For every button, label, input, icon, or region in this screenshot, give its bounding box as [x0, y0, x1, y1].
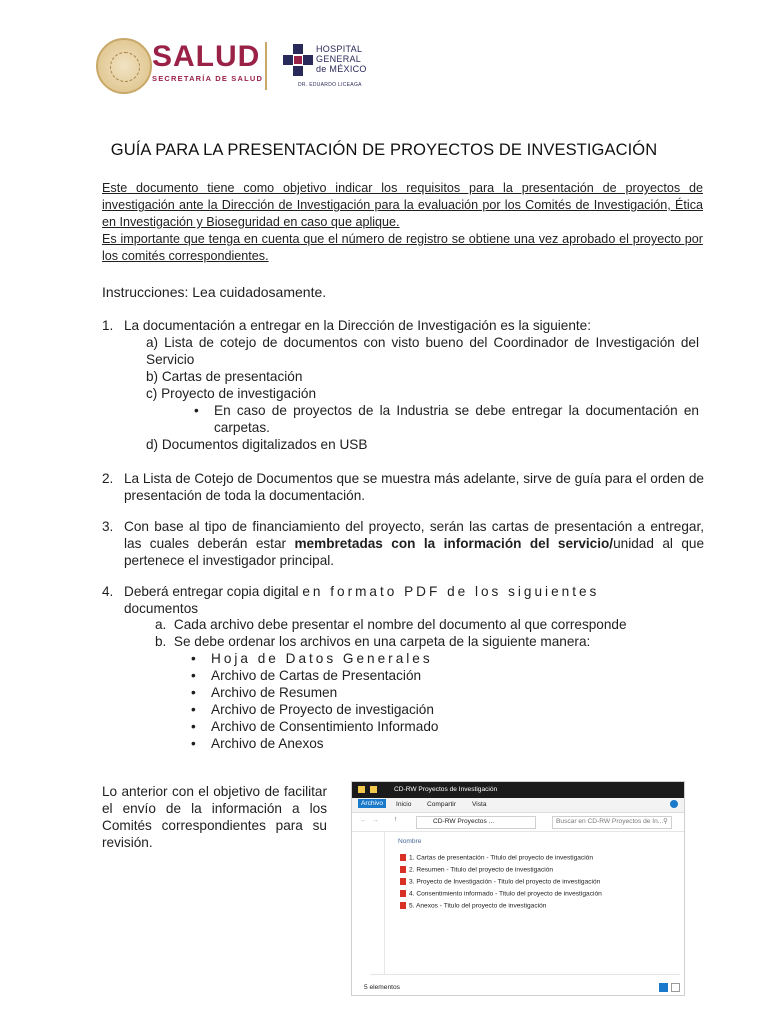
back-icon[interactable]: ← [360, 817, 367, 824]
item-3-number: 3. [102, 519, 114, 534]
file-item[interactable]: 3. Proyecto de Investigación - Titulo del proyecto de investigación [400, 878, 602, 890]
folder-list-item: • Archivo de Cartas de Presentación [211, 667, 421, 684]
forward-icon[interactable]: → [372, 817, 379, 824]
hospital-cross-icon [283, 44, 313, 78]
folder-list-item: • Archivo de Anexos [211, 735, 324, 752]
horizontal-scrollbar[interactable] [370, 974, 680, 980]
folder-icon [358, 786, 365, 793]
column-header-nombre[interactable]: Nombre [398, 838, 422, 845]
help-icon[interactable] [670, 800, 678, 808]
tab-compartir[interactable]: Compartir [427, 801, 456, 808]
item-1b: b) Cartas de presentación [146, 369, 303, 384]
item-3-text: Con base al tipo de financiamiento del proyecto, serán las cartas de presentación a entregar, las cuales deberán estar membretadas con la información del servicio/unidad al que pertenece el investigador principal. [124, 519, 705, 568]
folder-list-item: • Hoja de Datos Generales [211, 650, 433, 667]
navigation-pane[interactable] [370, 832, 385, 975]
folder-list-item: • Archivo de Proyecto de investigación [211, 701, 434, 718]
properties-icon [370, 786, 377, 793]
item-2-text: La Lista de Cotejo de Documentos que se muestra más adelante, sirve de guía para el orden de presentación de toda la documentación. [124, 471, 704, 503]
hospital-subtitle: DR. EDUARDO LICEAGA [298, 82, 362, 88]
up-icon[interactable]: ↑ [394, 816, 398, 823]
pdf-icon [400, 866, 406, 873]
secretaria-seal-icon [96, 38, 152, 94]
document-title: GUÍA PARA LA PRESENTACIÓN DE PROYECTOS DE INVESTIGACIÓN [110, 141, 658, 159]
pdf-icon [400, 878, 406, 885]
search-icon: ⚲ [663, 818, 668, 825]
item-1c: c) Proyecto de investigación [146, 386, 317, 401]
file-explorer-window [351, 781, 685, 996]
item-4a: a. Cada archivo debe presentar el nombre del documento al que corresponde [155, 617, 627, 632]
intro-paragraph-1: Este documento tiene como objetivo indicar los requisitos para la presentación de proyectos de investigación ante la Dirección de Investigación para la evaluación por los Comités de Investigación, Ética en Investigación y Bioseguridad en caso que aplique. [102, 181, 703, 229]
item-1c-bullet: • En caso de proyectos de la Industria se debe entregar la documentación en carpetas. [214, 402, 699, 436]
item-3-bold: membretadas con la información del servicio/ [294, 536, 614, 551]
folder-list-item: • Archivo de Resumen [211, 684, 337, 701]
search-input[interactable]: Buscar en CD-RW Proyectos de In... ⚲ [552, 816, 672, 829]
address-bar[interactable]: CD-RW Proyectos ... [416, 816, 536, 829]
intro-text [102, 180, 703, 265]
instructions-label: Instrucciones: Lea cuidadosamente. [102, 284, 327, 300]
file-item[interactable]: 2. Resumen - Titulo del proyecto de investigación [400, 866, 602, 878]
header-divider [265, 42, 267, 90]
item-1-text: La documentación a entregar en la Dirección de Investigación es la siguiente: [124, 318, 592, 333]
file-item[interactable]: 5. Anexos - Titulo del proyecto de investigación [400, 902, 602, 914]
item-4b: b. Se debe ordenar los archivos en una carpeta de la siguiente manera: [155, 634, 591, 649]
item-2-number: 2. [102, 471, 114, 486]
salud-logo: SALUD [152, 40, 261, 73]
tab-vista[interactable]: Vista [472, 801, 487, 808]
file-list [400, 854, 602, 914]
item-4-number: 4. [102, 584, 114, 599]
item-1a: a) Lista de cotejo de documentos con visto bueno del Coordinador de Investigación del Servicio [146, 335, 699, 367]
item-count: 5 elementos [364, 984, 400, 991]
tab-archivo[interactable]: Archivo [358, 799, 386, 808]
file-item[interactable]: 1. Cartas de presentación - Titulo del proyecto de investigación [400, 854, 602, 866]
closing-text: Lo anterior con el objetivo de facilitar el envío de la información a los Comités correspondientes para su revisión. [102, 784, 327, 850]
explorer-ribbon [352, 798, 684, 813]
hospital-name: HOSPITAL GENERAL de MÉXICO [316, 44, 367, 74]
status-bar [352, 981, 684, 995]
folder-list-item: • Archivo de Consentimiento Informado [211, 718, 438, 735]
secretaria-label: SECRETARÍA DE SALUD [152, 74, 264, 83]
pdf-icon [400, 854, 406, 861]
explorer-address-row [352, 813, 684, 832]
intro-paragraph-2: Es importante que tenga en cuenta que el número de registro se obtiene una vez aprobado el proyecto por los comités correspondientes. [102, 232, 703, 263]
pdf-icon [400, 902, 406, 909]
details-view-icon[interactable] [659, 983, 668, 992]
large-icons-view-icon[interactable] [671, 983, 680, 992]
item-4-text: Deberá entregar copia digital en formato PDF de los siguientes documentos [124, 584, 600, 616]
item-1-number: 1. [102, 318, 114, 333]
file-item[interactable]: 4. Consentimiento informado - Titulo del proyecto de investigación [400, 890, 602, 902]
tab-inicio[interactable]: Inicio [396, 801, 412, 808]
explorer-title: CD-RW Proyectos de Investigación [394, 786, 498, 793]
pdf-icon [400, 890, 406, 897]
explorer-titlebar [352, 782, 684, 798]
item-1d: d) Documentos digitalizados en USB [146, 437, 368, 452]
